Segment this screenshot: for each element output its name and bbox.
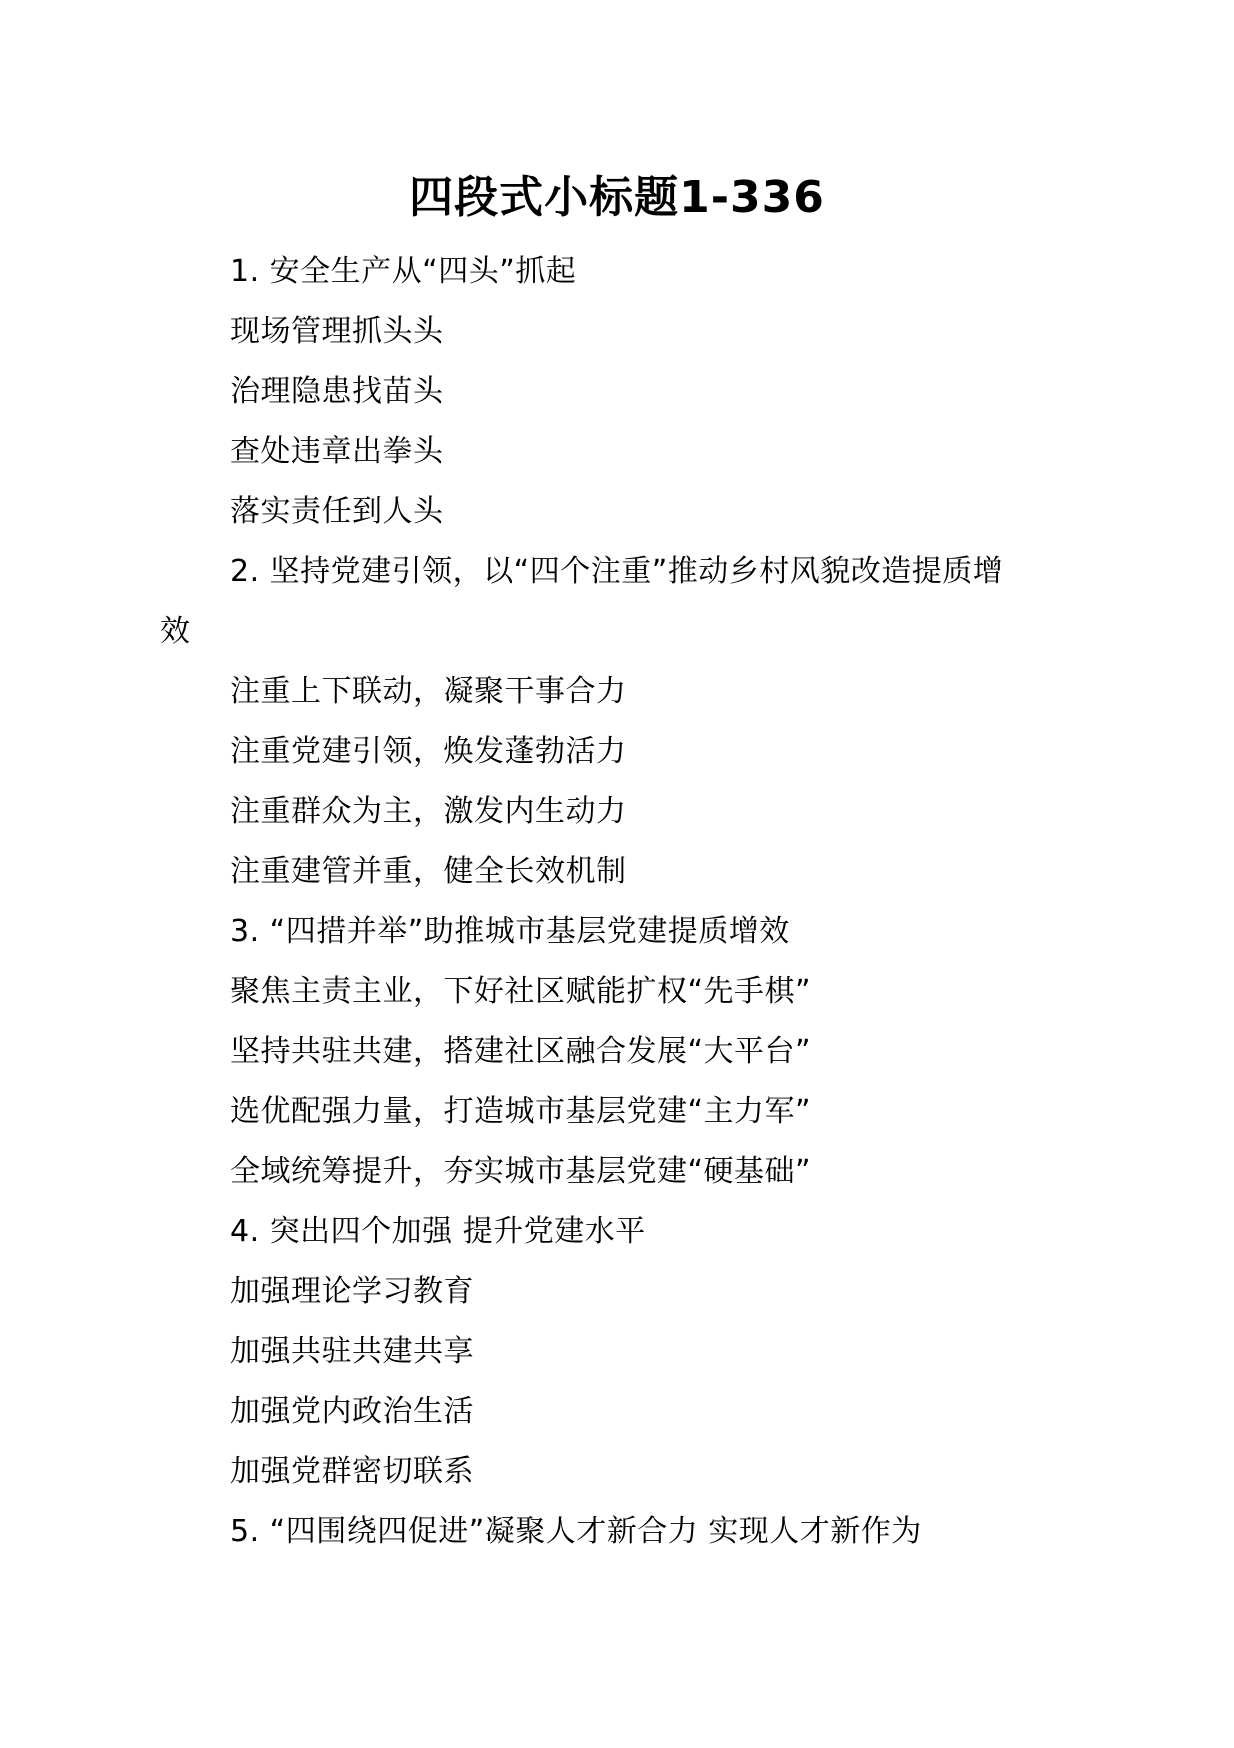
list-item: 加强共驻共建共享: [230, 1334, 474, 1369]
list-item: 聚焦主责主业，下好社区赋能扩权“先手棋”: [230, 974, 812, 1009]
list-item: 落实责任到人头: [230, 494, 444, 529]
list-item: 现场管理抓头头: [230, 314, 444, 349]
list-item: 全域统筹提升，夯实城市基层党建“硬基础”: [230, 1154, 812, 1189]
list-item: 注重党建引领，焕发蓬勃活力: [230, 734, 627, 769]
document-title: 四段式小标题1-336: [409, 172, 825, 223]
list-item: 坚持共驻共建，搭建社区融合发展“大平台”: [230, 1034, 812, 1069]
list-item: 治理隐患找苗头: [230, 374, 444, 409]
heading-2-continuation: 效: [160, 614, 191, 649]
heading-4: 4. 突出四个加强 提升党建水平: [230, 1214, 646, 1249]
list-item: 加强党群密切联系: [230, 1454, 474, 1489]
heading-5: 5. “四围绕四促进”凝聚人才新合力 实现人才新作为: [230, 1514, 922, 1549]
list-item: 注重上下联动，凝聚干事合力: [230, 674, 627, 709]
heading-3: 3. “四措并举”助推城市基层党建提质增效: [230, 914, 790, 949]
heading-2: 2. 坚持党建引领，以“四个注重”推动乡村风貌改造提质增: [230, 554, 1004, 589]
list-item: 注重群众为主，激发内生动力: [230, 794, 627, 829]
list-item: 加强理论学习教育: [230, 1274, 474, 1309]
heading-1: 1. 安全生产从“四头”抓起: [230, 254, 577, 289]
list-item: 查处违章出拳头: [230, 434, 444, 469]
list-item: 选优配强力量，打造城市基层党建“主力军”: [230, 1094, 812, 1129]
list-item: 注重建管并重，健全长效机制: [230, 854, 627, 889]
list-item: 加强党内政治生活: [230, 1394, 474, 1429]
